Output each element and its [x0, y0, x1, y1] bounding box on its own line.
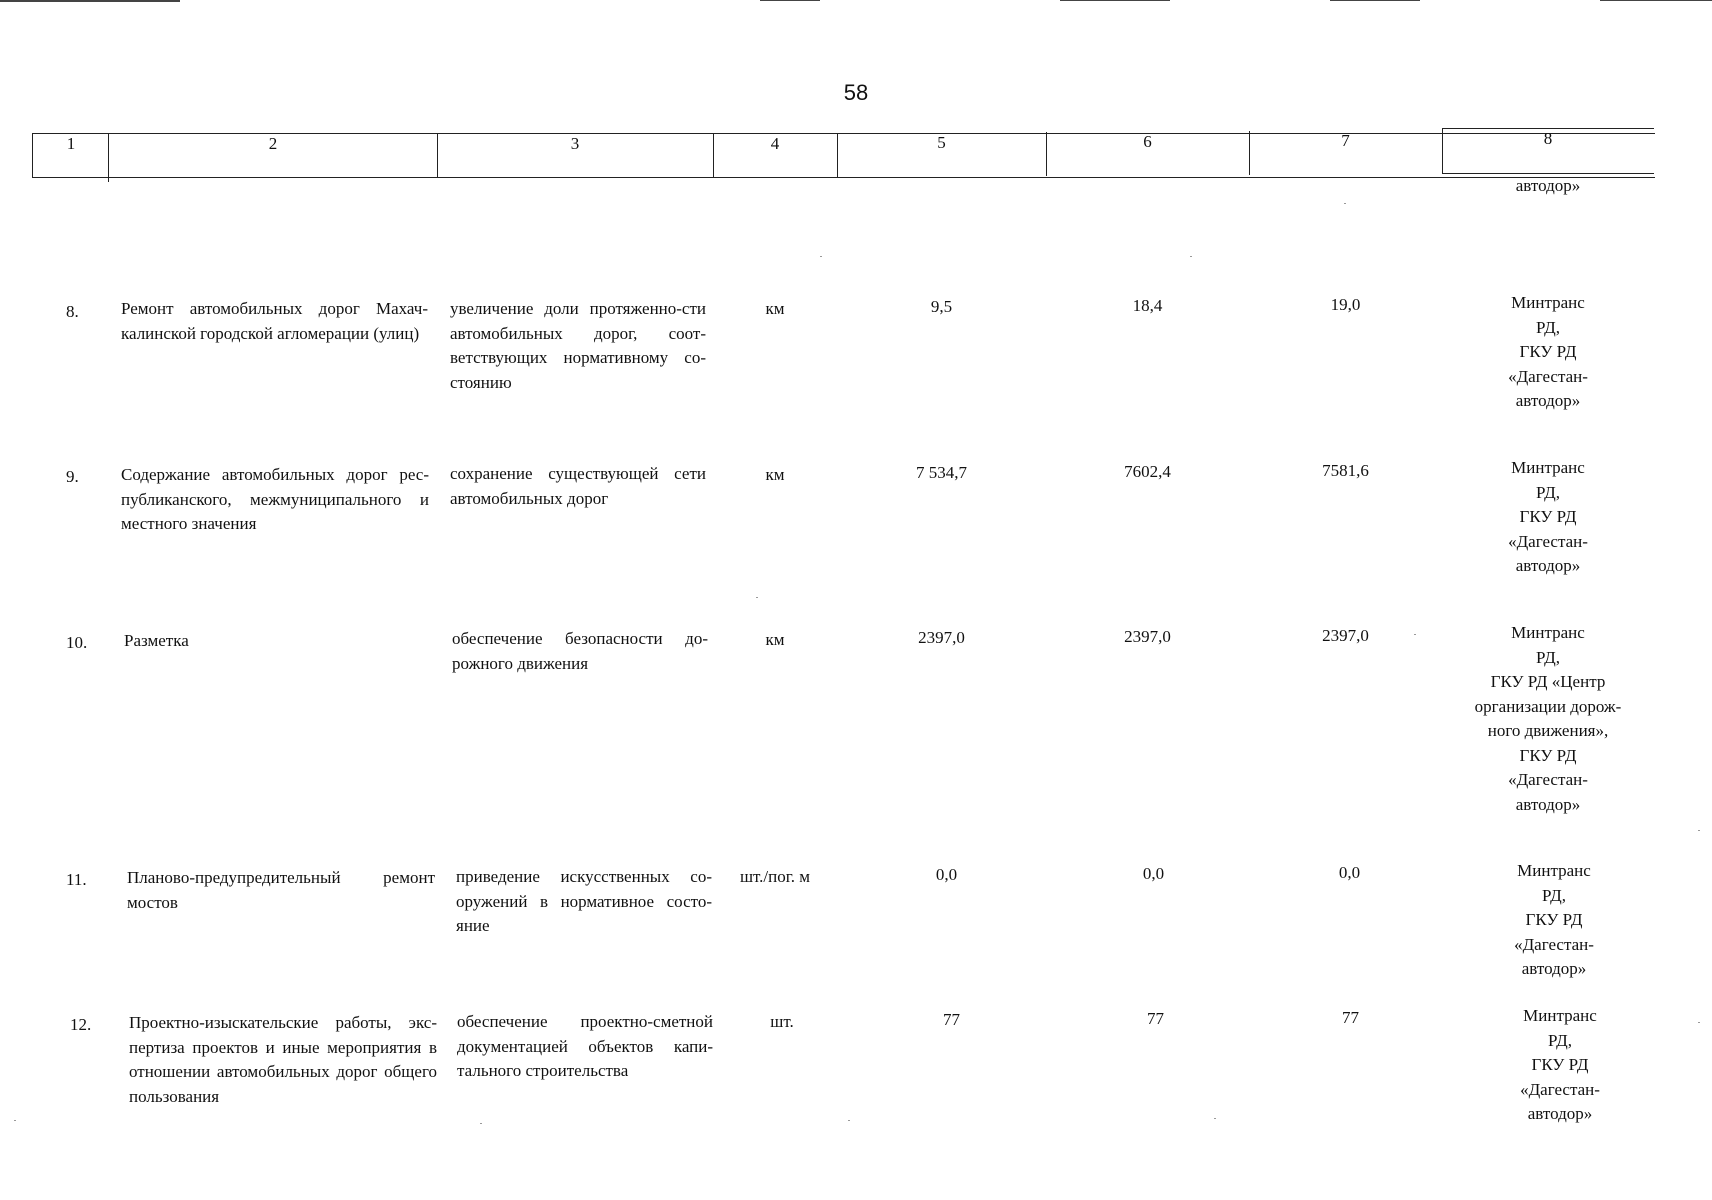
scan-edge-line — [0, 0, 180, 2]
row-unit: км — [765, 630, 785, 649]
responsible-line: «Дагестан- — [1508, 770, 1588, 789]
responsible-line: автодор» — [1515, 556, 1581, 575]
responsible-line: ного движения», — [1487, 721, 1609, 740]
responsible-line: автодор» — [1515, 391, 1581, 410]
responsible-line: автодор» — [1521, 959, 1587, 978]
header-col-4: 4 — [770, 134, 780, 153]
row-value-5: 2397,0 — [918, 628, 965, 647]
responsible-line: «Дагестан- — [1508, 531, 1588, 551]
responsible-line: Минтранс — [1511, 293, 1585, 312]
row-number: 9. — [66, 467, 79, 486]
row-value-5: 7 534,7 — [916, 463, 967, 482]
row-unit: км — [765, 465, 785, 484]
responsible-line: РД, — [1535, 482, 1561, 502]
continuation-text: автодор» — [1515, 176, 1581, 195]
row-goal: приведение искусственных со-оружений в нормативное состо-яние — [456, 867, 712, 935]
scan-speck — [756, 597, 758, 598]
responsible-line: Минтранс — [1511, 458, 1585, 477]
row-value-5: 77 — [943, 1010, 960, 1029]
responsible-line: ГКУ РД — [1531, 1055, 1589, 1074]
responsible-line: Минтранс — [1511, 623, 1585, 642]
row-responsible — [1448, 859, 1660, 982]
responsible-line: Минтранс — [1517, 861, 1591, 880]
row-number: 12. — [70, 1015, 92, 1034]
row-value-6: 18,4 — [1132, 296, 1163, 315]
responsible-line: «Дагестан- — [1514, 934, 1594, 954]
row-responsible — [1442, 456, 1654, 579]
page-number: 58 — [843, 80, 869, 105]
header-col-5: 5 — [937, 133, 946, 152]
row-number: 8. — [66, 302, 79, 321]
row-value-6: 77 — [1147, 1009, 1164, 1028]
header-col-6: 6 — [1143, 132, 1152, 151]
row-goal: обеспечение проектно-сметной документацией объектов капи-тального строительства — [457, 1012, 713, 1080]
responsible-line: ГКУ РД «Центр — [1490, 672, 1606, 691]
row-value-6: 2397,0 — [1124, 627, 1171, 646]
header-col-1: 1 — [66, 134, 76, 153]
row-unit: шт./пог. м — [739, 867, 811, 886]
row-value-6: 7602,4 — [1124, 462, 1171, 481]
scan-speck — [1414, 634, 1416, 635]
row-value-7: 7581,6 — [1322, 461, 1369, 480]
scan-speck — [1190, 256, 1192, 257]
scan-edge-line — [760, 0, 820, 1]
row-name: Планово-предупредительный ремонт мостов — [127, 868, 435, 912]
row-responsible — [1442, 291, 1654, 414]
row-value-7: 0,0 — [1338, 863, 1361, 882]
header-col-3: 3 — [570, 134, 580, 153]
row-unit: шт. — [770, 1012, 794, 1031]
responsible-line: «Дагестан- — [1508, 366, 1588, 386]
row-responsible — [1454, 1004, 1666, 1127]
responsible-line: автодор» — [1515, 794, 1581, 814]
row-value-5: 9,5 — [930, 297, 953, 316]
row-name: Ремонт автомобильных дорог Махач-калинской городской агломерации (улиц) — [121, 299, 428, 343]
scan-speck — [848, 1120, 850, 1121]
responsible-line: РД, — [1535, 647, 1561, 667]
row-value-7: 19,0 — [1330, 295, 1361, 314]
responsible-line: РД, — [1541, 885, 1567, 905]
row-value-7: 77 — [1342, 1008, 1359, 1027]
scan-edge-line — [1600, 0, 1712, 1]
row-goal: увеличение доли протяженно-сти автомобильных дорог, соот-ветствующих нормативному со-стоянию — [450, 299, 706, 392]
scan-speck — [1698, 1022, 1700, 1023]
scan-speck — [14, 1120, 16, 1121]
responsible-line: ГКУ РД — [1519, 507, 1577, 526]
row-value-5: 0,0 — [935, 865, 958, 884]
scan-speck — [1698, 830, 1700, 831]
row-number: 11. — [66, 870, 87, 889]
scan-speck — [820, 256, 822, 257]
responsible-line: ГКУ РД — [1519, 745, 1577, 765]
header-col-8: 8 — [1543, 129, 1553, 148]
responsible-line: автодор» — [1527, 1104, 1593, 1123]
scan-speck — [480, 1123, 482, 1124]
header-col-7: 7 — [1341, 131, 1350, 150]
row-goal: сохранение существующей сети автомобильных дорог — [450, 464, 706, 508]
header-bottom-border — [32, 177, 1655, 178]
row-value-6: 0,0 — [1142, 864, 1165, 883]
scan-speck — [1344, 203, 1346, 204]
scan-speck — [1214, 1118, 1216, 1119]
header-col-2: 2 — [268, 134, 278, 153]
scan-edge-line — [1330, 0, 1420, 1]
responsible-line: РД, — [1535, 317, 1561, 337]
row-name: Содержание автомобильных дорог рес-публиканского, межмуниципального и местного значения — [121, 465, 429, 533]
scan-edge-line — [1060, 0, 1170, 1]
row-responsible — [1442, 621, 1654, 817]
responsible-line: РД, — [1547, 1030, 1573, 1050]
row-name: Проектно-изыскательские работы, экс-пертиза проектов и иные мероприятия в отношении автомобильных дорог общего пользования — [129, 1013, 437, 1106]
responsible-line: «Дагестан- — [1520, 1079, 1600, 1099]
row-number: 10. — [66, 633, 88, 652]
responsible-line: Минтранс — [1523, 1006, 1597, 1025]
responsible-line: ГКУ РД — [1519, 342, 1577, 361]
responsible-line: ГКУ РД — [1525, 910, 1583, 929]
row-goal: обеспечение безопасности до-рожного движения — [452, 629, 708, 673]
row-value-7: 2397,0 — [1322, 626, 1369, 645]
responsible-line: организации дорож- — [1474, 696, 1622, 716]
row-name: Разметка — [124, 631, 189, 650]
row-unit: км — [765, 299, 785, 318]
